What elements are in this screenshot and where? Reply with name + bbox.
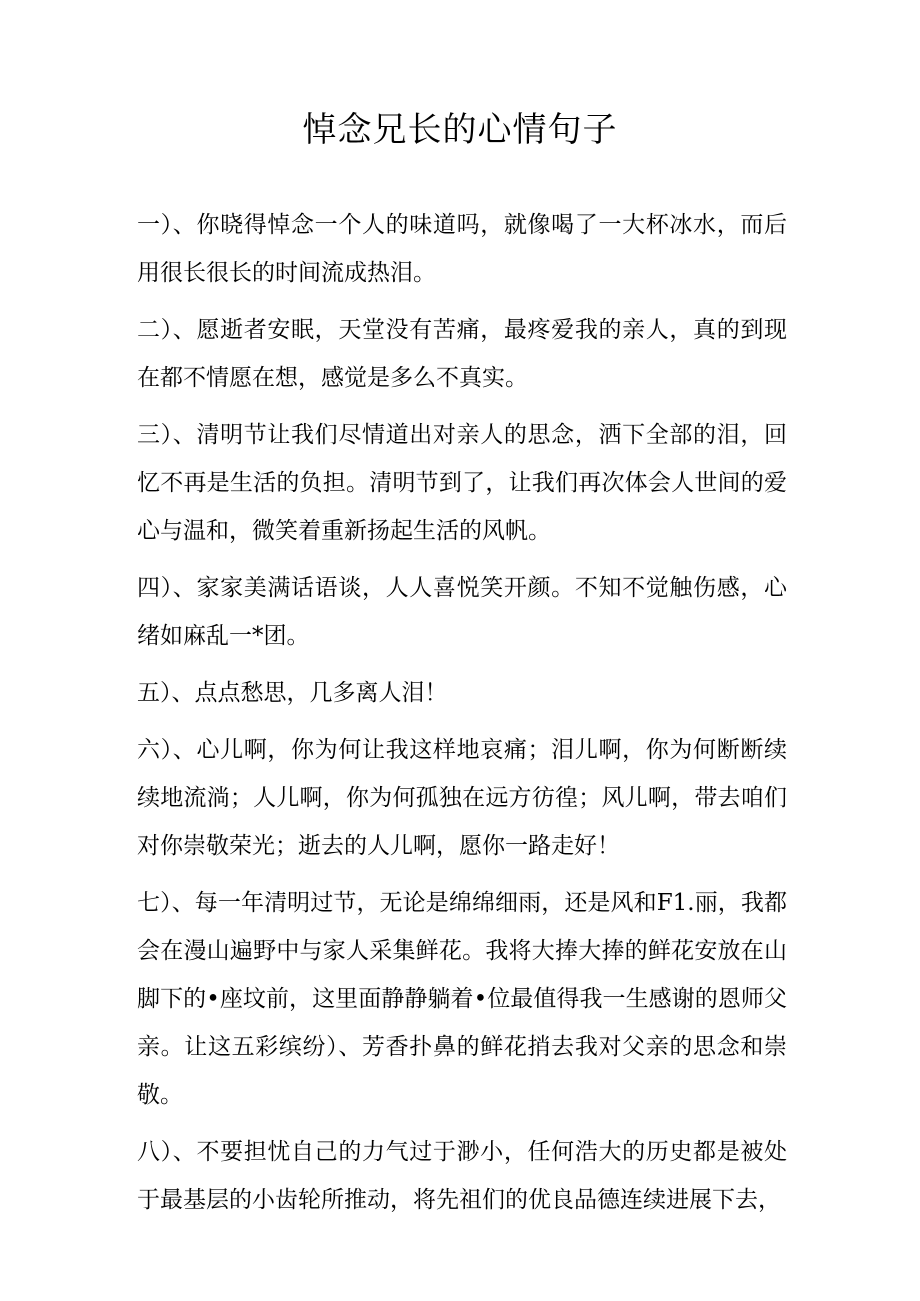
paragraph-2: 二）、愿逝者安眠，天堂没有苦痛，最疼爱我的亲人，真的到现在都不情愿在想，感觉是多么不真实。 (137, 317, 787, 391)
paragraph-5: 五）、点点愁思，几多离人泪！ (137, 680, 448, 706)
paragraph-6: 六）、心儿啊，你为何让我这样地哀痛；泪儿啊，你为何断断续续地流淌；人儿啊，你为何孤独在远方彷徨；风儿啊，带去咱们对你崇敬荣光；逝去的人儿啊，愿你一路走好！ (137, 737, 787, 859)
document-body (137, 201, 787, 1233)
document-title: 悼念兄长的心情句子 (302, 110, 618, 150)
paragraph-3: 三）、清明节让我们尽情道出对亲人的思念，洒下全部的泪，回忆不再是生活的负担。清明节到了，让我们再次体会人世间的爱心与温和，微笑着重新扬起生活的风帆。 (137, 422, 787, 544)
paragraph-4: 四）、家家美满话语谈，人人喜悦笑开颜。不知不觉触伤感，心绪如麻乱一*团。 (137, 575, 787, 649)
paragraph-1: 一）、你晓得悼念一个人的味道吗，就像喝了一大杯冰水，而后用很长很长的时间流成热泪。 (137, 212, 787, 286)
paragraph-7: 七）、每一年清明过节，无论是绵绵细雨，还是风和F1.丽，我都会在漫山遍野中与家人采集鲜花。我将大捧大捧的鲜花安放在山脚下的•座坟前，这里面静静躺着•位最值得我一生感谢的恩师父亲。让这五彩缤纷）、芳香扑鼻的鲜花捎去我对父亲的思念和崇敬。 (137, 890, 787, 1108)
paragraph-8: 八）、不要担忧自己的力气过于渺小，任何浩大的历史都是被处于最基层的小齿轮所推动，将先祖们的优良品德连续进展下去， (137, 1139, 787, 1213)
